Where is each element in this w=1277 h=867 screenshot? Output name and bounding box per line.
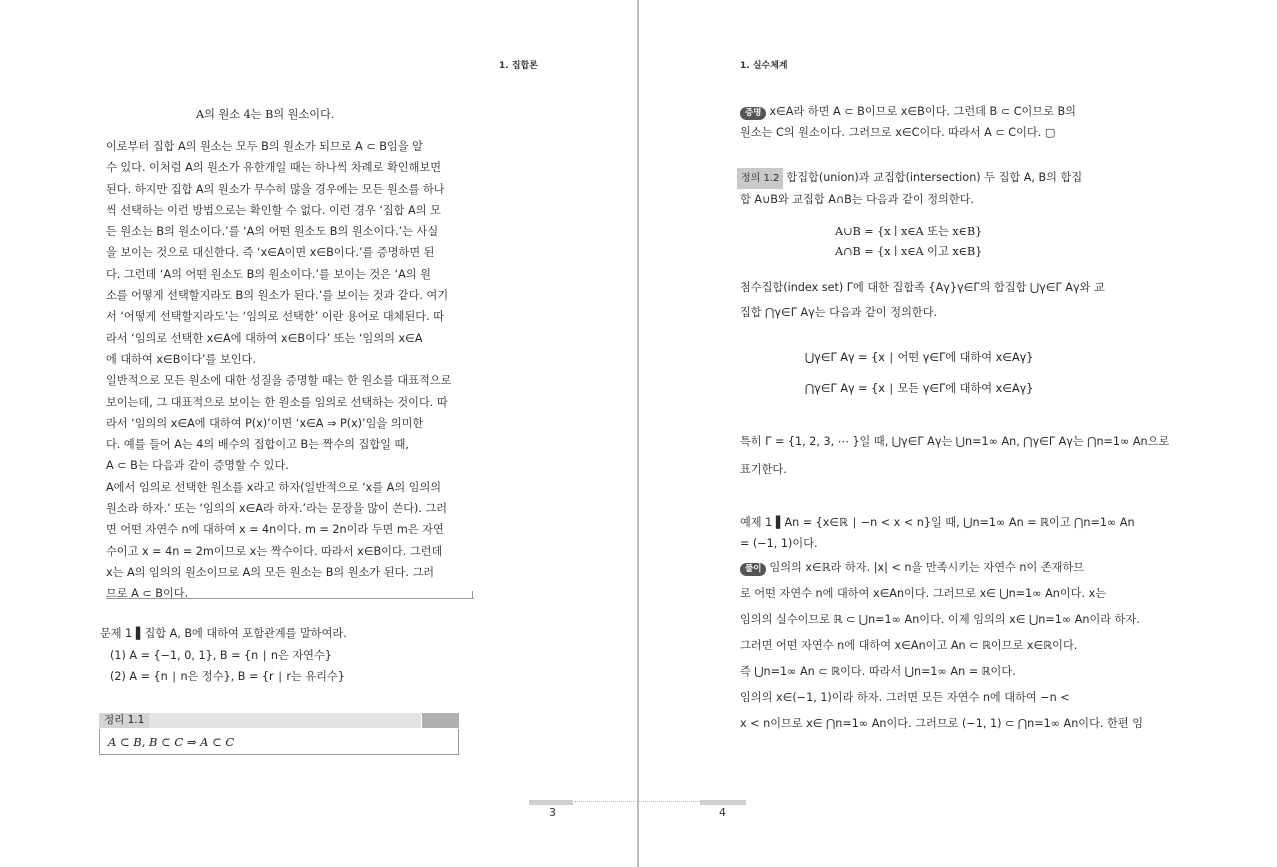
- right-page: [640, 0, 1277, 867]
- body-line: A에서 임의로 선택한 원소를 x라고 하자(일반적으로 ‘x를 A의 임의의: [106, 480, 442, 494]
- problem-item: (2) A = {n ∣ n은 정수}, B = {r ∣ r는 유리수}: [110, 670, 345, 684]
- theorem-body: A ⊂ B, B ⊂ C ⇒ A ⊂ C: [108, 735, 235, 749]
- body-line: 수이고 x = 4n = 2m이므로 x는 짝수이다. 따라서 x∈B이다. 그런데: [106, 544, 443, 558]
- page-number-right: 4: [719, 806, 726, 819]
- definition-block: [737, 167, 1082, 211]
- body-line: 면 어떤 자연수 n에 대하여 x = 4n이다. m = 2n이라 두면 m은 자연: [106, 523, 444, 537]
- family-intersection-formula: ⋂γ∈Γ Aγ = {x ∣ 모든 γ∈Γ에 대하여 x∈Aγ}: [805, 382, 1034, 395]
- index-formulas: [805, 342, 1033, 404]
- solution-tag: 풀이: [740, 563, 766, 576]
- body-line: 라서 ‘임의로 선택한 x∈A에 대하여 x∈B이다’ 또는 ‘임의의 x∈A: [106, 331, 423, 345]
- left-page: [0, 0, 638, 867]
- problem-list: [110, 645, 345, 688]
- solution-line: [740, 555, 1143, 581]
- body-line: 서 ‘어떻게 선택할지라도’는 ‘임의로 선택한’ 이란 용어로 대체된다. 따: [106, 310, 445, 324]
- body-line: 원소라 하자.’ 또는 ‘임의의 x∈A라 하자.’라는 문장을 많이 쓴다). 그러: [106, 502, 448, 516]
- body-line: 라서 ‘임의의 x∈A에 대하여 P(x)’이면 ‘x∈A ⇒ P(x)’임을 의미한: [106, 416, 424, 430]
- body-line: 씩 선택하는 이런 방법으로는 확인할 수 없다. 이런 경우 ‘집합 A의 모: [106, 203, 441, 217]
- theorem-box: [99, 729, 459, 755]
- index-set-paragraph: [740, 275, 1105, 325]
- proof-line: 원소는 C의 원소이다. 그러므로 x∈C이다. 따라서 A ⊂ C이다. ▢: [740, 126, 1056, 140]
- body-line: 을 보이는 것으로 대신한다. 즉 ‘x∈A이면 x∈B이다.’를 증명하면 된: [106, 246, 435, 260]
- definition-formulas: [835, 222, 982, 262]
- page-number-left: 3: [549, 806, 556, 819]
- solution-line: 로 어떤 자연수 n에 대하여 x∈An이다. 그러므로 x∈ ⋃n=1∞ An이다. x는: [740, 587, 1107, 600]
- example-line: = (−1, 1)이다.: [740, 537, 818, 551]
- solution-block: [740, 555, 1143, 737]
- special-line: 특히 Γ = {1, 2, 3, ⋯ }일 때, ⋃γ∈Γ Aγ는 ⋃n=1∞ An, ⋂γ∈Γ Aγ는 ⋂n=1∞ An으로: [740, 435, 1170, 448]
- body-line: 므로 A ⊂ B이다.: [106, 587, 189, 601]
- body-line: 이로부터 집합 A의 원소는 모두 B의 원소가 되므로 A ⊂ B임을 알: [106, 140, 423, 153]
- proof-line: x∈A라 하면 A ⊂ B이므로 x∈B이다. 그런데 B ⊂ C이므로 B의: [769, 105, 1076, 118]
- solution-text: 임의의 x∈ℝ라 하자. |x| < n을 만족시키는 자연수 n이 존재하므: [769, 561, 1085, 574]
- definition-label: 정의 1.2: [737, 168, 783, 189]
- solution-line: 즉 ⋃n=1∞ An ⊂ ℝ이다. 따라서 ⋃n=1∞ An = ℝ이다.: [740, 665, 1016, 678]
- running-head-left: 1. 집합론: [499, 61, 538, 71]
- section-rule: [106, 598, 474, 599]
- definition-line: 합집합(union)과 교집합(intersection) 두 집합 A, B의 합집: [786, 171, 1083, 184]
- body-paragraph: [106, 136, 451, 605]
- proof-tag: 증명: [740, 107, 766, 120]
- body-line: 소를 어떻게 선택할지라도 B의 원소가 된다.’를 보이는 것과 같다. 여기: [106, 289, 449, 303]
- example-line: 예제 1 ▌An = {x∈ℝ ∣ −n < x < n}일 때, ⋃n=1∞ An = ℝ이고 ⋂n=1∞ An: [740, 516, 1135, 529]
- body-line: 된다. 하지만 집합 A의 원소가 무수히 많을 경우에는 모든 원소를 하나: [106, 182, 445, 196]
- body-line: 수 있다. 이처럼 A의 원소가 유한개일 때는 하나씩 차례로 확인해보면: [106, 161, 442, 175]
- special-line: 표기한다.: [740, 463, 787, 476]
- example-block: [740, 512, 1135, 555]
- intersection-formula: A∩B = {x ∣ x∈A 이고 x∈B}: [835, 245, 983, 258]
- body-line: 다. 그런데 ‘A의 어떤 원소도 B의 원소이다.’를 보이는 것은 ‘A의 원: [106, 267, 431, 281]
- index-line: 집합 ⋂γ∈Γ Aγ는 다음과 같이 정의한다.: [740, 306, 938, 319]
- solution-line: 그러면 어떤 자연수 n에 대하여 x∈An이고 An ⊂ ℝ이므로 x∈ℝ이다.: [740, 639, 1078, 652]
- body-line: A ⊂ B는 다음과 같이 증명할 수 있다.: [106, 459, 289, 473]
- body-line: x는 A의 임의의 원소이므로 A의 모든 원소는 B의 원소가 된다. 그러: [106, 565, 435, 579]
- index-line: 첨수집합(index set) Γ에 대한 집합족 {Aγ}γ∈Γ의 합집합 ⋃γ∈Γ Aγ와 교: [740, 281, 1105, 294]
- statement: A의 원소 4는 B의 원소이다.: [196, 108, 335, 121]
- solution-line: x < n이므로 x∈ ⋂n=1∞ An이다. 그러므로 (−1, 1) ⊂ ⋂n=1∞ An이다. 한편 임: [740, 717, 1144, 730]
- body-line: 에 대하여 x∈B이다’를 보인다.: [106, 352, 256, 366]
- family-union-formula: ⋃γ∈Γ Aγ = {x ∣ 어떤 γ∈Γ에 대하여 x∈Aγ}: [805, 351, 1034, 364]
- page-footer-tick: [700, 800, 746, 805]
- book-spine: [637, 0, 639, 867]
- solution-line: 임의의 실수이므로 ℝ ⊂ ⋃n=1∞ An이다. 이제 임의의 x∈ ⋃n=1∞ An이라 하자.: [740, 613, 1140, 626]
- body-line: 다. 예를 들어 A는 4의 배수의 집합이고 B는 짝수의 집합일 때,: [106, 438, 409, 452]
- solution-line: 임의의 x∈(−1, 1)이라 하자. 그러면 모든 자연수 n에 대하여 −n <: [740, 691, 1070, 704]
- union-formula: A∪B = {x ∣ x∈A 또는 x∈B}: [835, 225, 983, 238]
- theorem-bar: [149, 713, 421, 728]
- page-footer-tick: [529, 800, 573, 805]
- body-line: 든 원소는 B의 원소이다.’를 ‘A의 어떤 원소도 B의 원소이다.’는 사실: [106, 225, 439, 239]
- definition-line: 합 A∪B와 교집합 A∩B는 다음과 같이 정의한다.: [740, 193, 975, 207]
- section-rule-end: [472, 591, 473, 599]
- body-line: 보이는데, 그 대표적으로 보이는 한 원소를 임의로 선택하는 것이다. 따: [106, 395, 448, 409]
- theorem-label: 정리 1.1: [99, 713, 154, 728]
- theorem-bar-end: [422, 713, 459, 728]
- body-line: 일반적으로 모든 원소에 대한 성질을 증명할 때는 한 원소를 대표적으로: [106, 374, 452, 388]
- problem-item: (1) A = {−1, 0, 1}, B = {n ∣ n은 자연수}: [110, 649, 332, 662]
- special-case-paragraph: [740, 428, 1169, 484]
- problem-title: 문제 1 ▌집합 A, B에 대하여 포함관계를 말하여라.: [100, 627, 347, 640]
- proof-block: [740, 101, 1076, 144]
- running-head-right: 1. 실수체계: [740, 61, 788, 71]
